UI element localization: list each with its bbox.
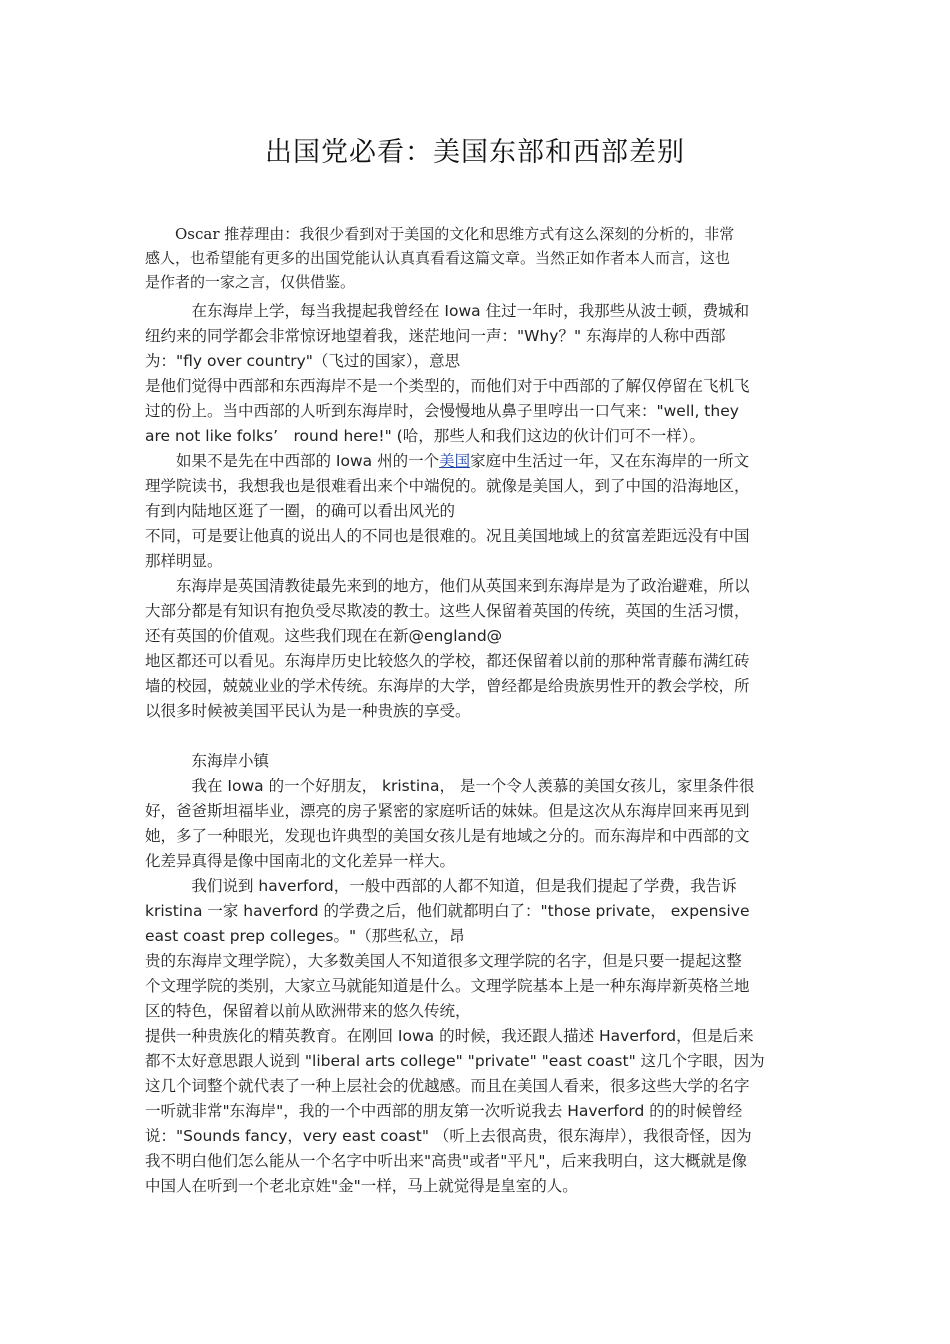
text-line: 以很多时候被美国平民认为是一种贵族的享受。	[145, 702, 471, 720]
text-line: 说："Sounds fancy，very east coast" （听上去很高贵，很东海岸），我很奇怪，因为	[145, 1127, 752, 1145]
intro-paragraph	[145, 222, 805, 294]
text-line: 纽约来的同学都会非常惊讶地望着我，迷茫地问一声："Why？" 东海岸的人称中西部	[145, 327, 726, 345]
text-line: 不同，可是要让他真的说出人的不同也是很难的。况且美国地域上的贫富差距远没有中国	[145, 527, 750, 545]
text-segment: 如果不是先在中西部的 Iowa 州的一个	[145, 452, 440, 470]
text-line: 是作者的一家之言，仅供借鉴。	[145, 273, 356, 291]
text-line: 有到内陆地区逛了一圈，的确可以看出风光的	[145, 502, 456, 520]
text-line: kristina 一家 haverford 的学费之后，他们就都明白了："those private， expensive	[145, 902, 750, 920]
text-line: 她，多了一种眼光，发现也许典型的美国女孩儿是有地域之分的。而东海岸和中西部的文	[145, 827, 750, 845]
text-line: 一听就非常"东海岸"，我的一个中西部的朋友第一次听说我去 Haverford 的的时候曾经	[145, 1102, 743, 1120]
text-line: 贵的东海岸文理学院），大多数美国人不知道很多文理学院的名字，但是只要一提起这整	[145, 952, 742, 970]
text-line: 区的特色，保留着以前从欧洲带来的悠久传统，	[145, 1002, 471, 1020]
text-line: 为："fly over country"（飞过的国家），意思	[145, 352, 461, 370]
text-line: 墙的校园，兢兢业业的学术传统。东海岸的大学，曾经都是给贵族男性开的教会学校，所	[145, 677, 750, 695]
main-body	[145, 299, 805, 1199]
america-link[interactable]: 美国	[439, 452, 471, 470]
text-line: 是他们觉得中西部和东西海岸不是一个类型的，而他们对于中西部的了解仅停留在飞机飞	[145, 377, 750, 395]
text-line: 那样明显。	[145, 552, 223, 570]
text-line: east coast prep colleges。"（那些私立，昂	[145, 927, 465, 945]
text-line: 地区都还可以看见。东海岸历史比较悠久的学校，都还保留着以前的那种常青藤布满红砖	[145, 652, 750, 670]
text-line: 理学院读书，我想我也是很难看出来个中端倪的。就像是美国人，到了中国的沿海地区，	[145, 477, 750, 495]
text-line: 都不太好意思跟人说到 "liberal arts college" "private" "east coast" 这几个字眼，因为	[145, 1052, 765, 1070]
text-line: are not like folks’ round here!" (哈，那些人和我们这边的伙计们可不一样）。	[145, 427, 705, 445]
text-line: 提供一种贵族化的精英教育。在刚回 Iowa 的时候，我还跟人描述 Haverford，但是后来	[145, 1027, 754, 1045]
text-line: 大部分都是有知识有抱负受尽欺凌的教士。这些人保留着英国的传统，英国的生活习惯，	[145, 602, 750, 620]
text-line: 中国人在听到一个老北京姓"金"一样，马上就觉得是皇室的人。	[145, 1177, 578, 1195]
text-line: 东海岸是英国清教徒最先来到的地方，他们从英国来到东海岸是为了政治避难，所以	[145, 577, 750, 595]
text-line: 在东海岸上学，每当我提起我曾经在 Iowa 住过一年时，我那些从波士顿，费城和	[145, 302, 750, 320]
text-line: 我不明白他们怎么能从一个名字中听出来"高贵"或者"平凡"，后来我明白，这大概就是像	[145, 1152, 748, 1170]
text-line: 过的份上。当中西部的人听到东海岸时，会慢慢地从鼻子里哼出一口气来："well, they	[145, 402, 739, 420]
text-line	[145, 449, 805, 474]
document-title: 出国党必看：美国东部和西部差别	[265, 137, 685, 168]
text-line: 我在 Iowa 的一个好朋友， kristina， 是一个令人羡慕的美国女孩儿，家里条件很	[145, 777, 755, 795]
blank-line	[145, 724, 805, 749]
section-heading: 东海岸小镇	[145, 752, 270, 770]
text-line: 感人，也希望能有更多的出国党能认认真真看看这篇文章。当然正如作者本人而言，这也	[145, 249, 731, 267]
text-segment: 家庭中生活过一年，又在东海岸的一所文	[470, 452, 750, 470]
text-line: Oscar 推荐理由：我很少看到对于美国的文化和思维方式有这么深刻的分析的，非常	[145, 225, 735, 243]
text-line: 这几个词整个就代表了一种上层社会的优越感。而且在美国人看来，很多这些大学的名字	[145, 1077, 750, 1095]
text-line: 好，爸爸斯坦福毕业，漂亮的房子紧密的家庭听话的妹妹。但是这次从东海岸回来再见到	[145, 802, 750, 820]
text-line: 我们说到 haverford，一般中西部的人都不知道，但是我们提起了学费，我告诉	[145, 877, 737, 895]
text-line: 还有英国的价值观。这些我们现在在新@england@	[145, 627, 503, 645]
text-line: 个文理学院的类别，大家立马就能知道是什么。文理学院基本上是一种东海岸新英格兰地	[145, 977, 750, 995]
text-line: 化差异真得是像中国南北的文化差异一样大。	[145, 852, 456, 870]
